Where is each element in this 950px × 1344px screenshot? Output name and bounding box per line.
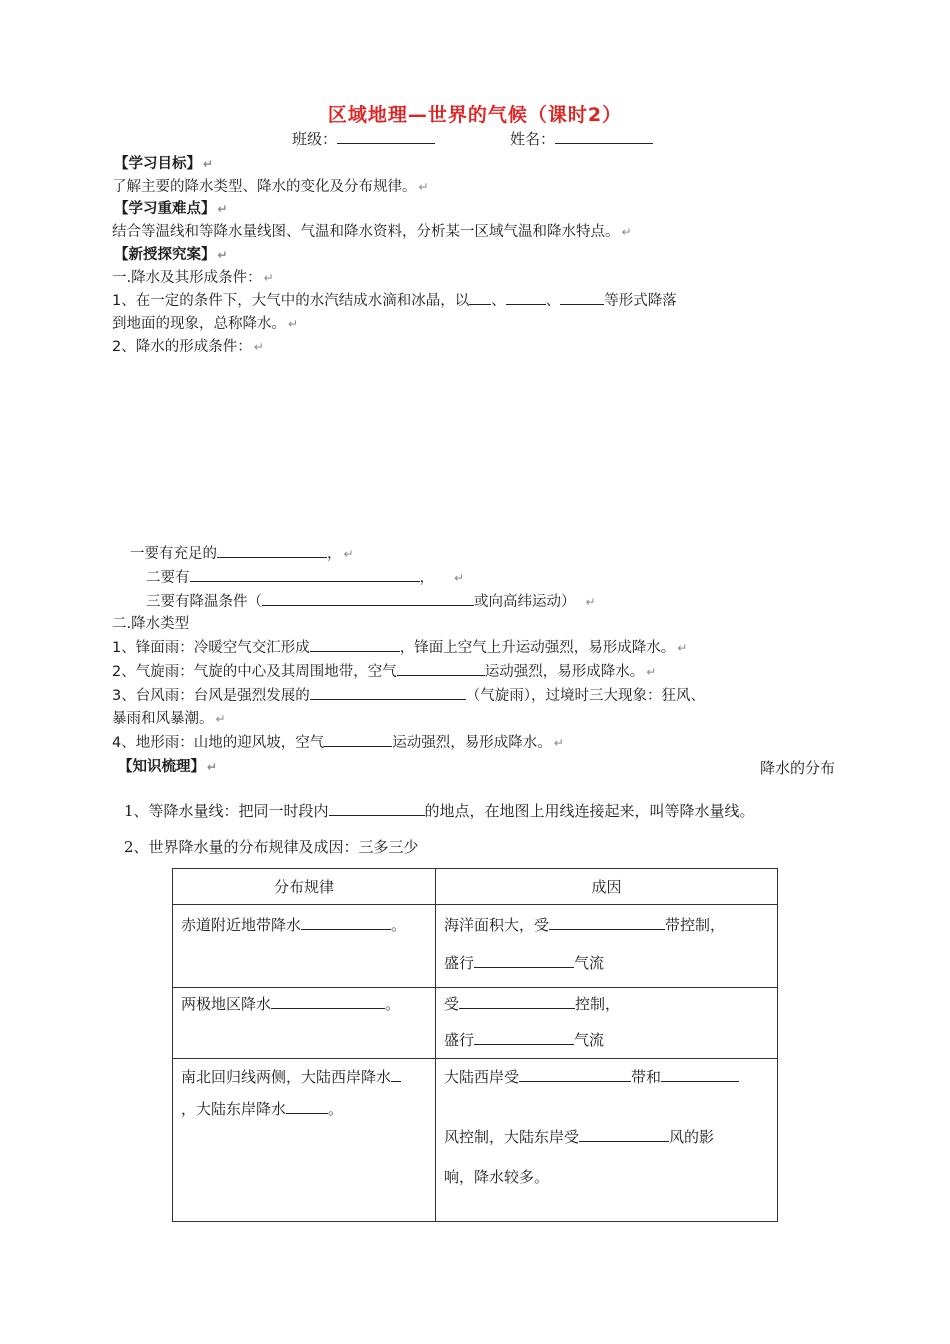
blank-condition-1[interactable]: [217, 543, 327, 558]
precipitation-distribution-table: [172, 868, 778, 1222]
review-heading: 【知识梳理】 ↵: [118, 759, 218, 775]
row2-cause: 受 控制， 盛行 气流: [436, 988, 778, 1059]
question-1-line2: 到地面的现象，总称降水。 ↵: [112, 316, 299, 332]
row1-pattern: 赤道附近地带降水 。: [173, 905, 436, 988]
table-row: [173, 988, 778, 1059]
blank-review-1[interactable]: [329, 801, 425, 816]
new-heading: 【新授探究案】 ↵: [114, 247, 228, 263]
blank-type-4[interactable]: [324, 732, 392, 747]
blank-row2-airflow[interactable]: [474, 1030, 574, 1045]
blank-row3-east[interactable]: [286, 1099, 328, 1114]
blank-form-1[interactable]: [469, 290, 491, 305]
name-label: 姓名：: [510, 130, 556, 148]
goal-heading: 【学习目标】 ↵: [114, 156, 214, 172]
row2-pattern: 两极地区降水 。: [173, 988, 436, 1059]
type-3-line1: 3、台风雨：台风是强烈发展的 （气旋雨），过境时三大现象：狂风、: [112, 684, 705, 705]
blank-row3-belt[interactable]: [519, 1067, 631, 1082]
blank-row3-wind[interactable]: [661, 1067, 739, 1082]
blank-row3-west[interactable]: [391, 1067, 401, 1082]
review-item-2: 2、世界降水量的分布规律及成因：三多三少: [124, 838, 419, 856]
question-2: 2、降水的形成条件： ↵: [112, 339, 264, 355]
blank-row1-belt[interactable]: [549, 915, 665, 930]
blank-form-2[interactable]: [506, 290, 546, 305]
key-heading: 【学习重难点】 ↵: [114, 201, 228, 217]
blank-row1-pattern[interactable]: [301, 915, 391, 930]
table-header-pattern: 分布规律: [173, 869, 436, 905]
blank-type-3[interactable]: [310, 685, 466, 700]
row3-pattern: 南北回归线两侧，大陆西岸降水 ，大陆东岸降水 。: [173, 1059, 436, 1222]
row1-cause: 海洋面积大，受 带控制， 盛行 气流: [436, 905, 778, 988]
condition-1: 一要有充足的 ， ↵: [130, 542, 354, 563]
table-header-row: [173, 869, 778, 905]
type-3-line2: 暴雨和风暴潮。 ↵: [112, 711, 226, 727]
type-1: 1、锋面雨：冷暖空气交汇形成 ，锋面上空气上升运动强烈，易形成降水。 ↵: [112, 636, 687, 657]
blank-row2-pattern[interactable]: [271, 994, 385, 1009]
key-text: 结合等温线和等降水量线图、气温和降水资料，分析某一区域气温和降水特点。 ↵: [112, 224, 632, 240]
review-right-title: 降水的分布: [760, 759, 836, 777]
goal-text: 了解主要的降水类型、降水的变化及分布规律。 ↵: [112, 179, 429, 195]
condition-3: 三要有降温条件（ 或向高纬运动） ↵: [146, 590, 596, 611]
type-2: 2、气旋雨：气旋的中心及其周围地带，空气 运动强烈，易形成降水。 ↵: [112, 660, 656, 681]
part1-heading: 一.降水及其形成条件： ↵: [112, 270, 274, 286]
table-header-cause: 成因: [436, 869, 778, 905]
blank-row1-airflow[interactable]: [474, 953, 574, 968]
document-title: 区域地理—世界的气候（课时2）: [327, 104, 623, 126]
name-field: [510, 128, 653, 149]
table-row: [173, 905, 778, 988]
blank-condition-2[interactable]: [190, 567, 420, 582]
class-blank[interactable]: [337, 129, 435, 144]
question-1-line1: 1、在一定的条件下，大气中的水汽结成水滴和冰晶，以 、 、 等形式降落: [112, 289, 677, 310]
blank-type-1[interactable]: [310, 637, 400, 652]
review-item-1: 1、等降水量线：把同一时段内 的地点，在地图上用线连接起来，叫等降水量线。: [124, 802, 755, 820]
blank-condition-3[interactable]: [262, 591, 474, 606]
blank-row3-east-wind[interactable]: [579, 1127, 669, 1142]
blank-row2-control[interactable]: [459, 994, 575, 1009]
name-blank[interactable]: [555, 129, 653, 144]
table-row: [173, 1059, 778, 1222]
class-label: 班级：: [292, 130, 338, 148]
part2-heading: 二.降水类型: [112, 616, 190, 632]
blank-form-3[interactable]: [560, 290, 604, 305]
class-field: [292, 128, 435, 149]
row3-cause: 大陆西岸受 带和 风控制，大陆东岸受 风的影 响，降水较多。: [436, 1059, 778, 1222]
condition-2: 二要有 ， ↵: [146, 566, 464, 587]
blank-type-2[interactable]: [397, 661, 485, 676]
type-4: 4、地形雨：山地的迎风坡，空气 运动强烈，易形成降水。 ↵: [112, 731, 564, 752]
